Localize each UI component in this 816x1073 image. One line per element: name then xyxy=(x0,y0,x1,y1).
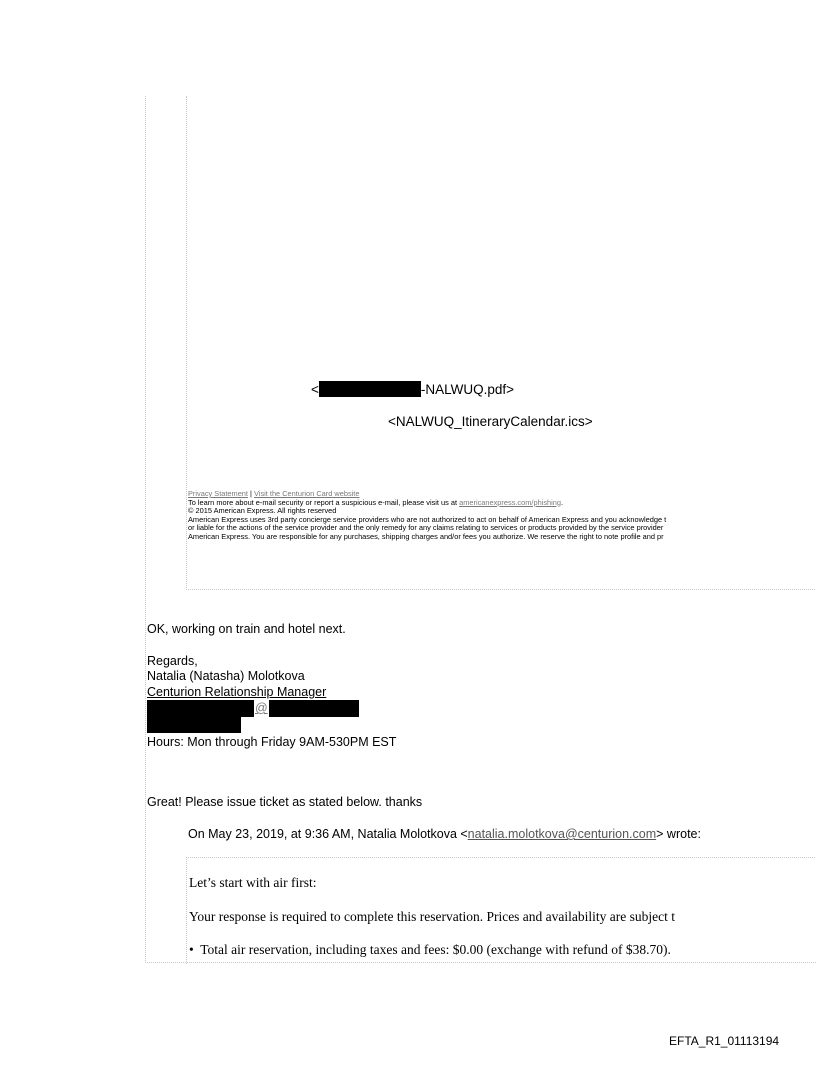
ics-attachment[interactable]: <NALWUQ_ItineraryCalendar.ics> xyxy=(388,414,593,429)
bullet-icon: • xyxy=(189,942,194,957)
pdf-attachment-name: -NALWUQ.pdf> xyxy=(420,382,515,397)
document-id: EFTA_R1_01113194 xyxy=(669,1034,780,1048)
link-separator: | xyxy=(247,489,255,498)
reply-body: OK, working on train and hotel next. xyxy=(147,622,346,636)
privacy-statement-link[interactable]: Privacy Statement xyxy=(188,489,248,498)
copyright-line: © 2015 American Express. All rights reserved xyxy=(188,506,337,516)
security-text: To learn more about e-mail security or report a suspicious e-mail, please visit us at xyxy=(188,497,460,507)
sender-email-link[interactable]: natalia.molotkova@centurion.com xyxy=(467,827,657,841)
quoted-line: Your response is required to complete this reservation. Prices and availability are subject t xyxy=(189,909,675,924)
quote-attribution xyxy=(188,828,701,841)
signature-regards: Regards, xyxy=(147,654,198,668)
pdf-attachment-open-bracket: < xyxy=(311,382,319,397)
disclaimer-line: American Express uses 3rd party concierge service providers who are not authorized to act on behalf of American Express and you acknowledge t xyxy=(188,514,667,524)
redaction-bar xyxy=(147,717,241,733)
quoted-bullet-text: Total air reservation, including taxes and fees: $0.00 (exchange with refund of $38.70). xyxy=(200,942,671,957)
redaction-bar xyxy=(147,700,254,717)
earlier-message-body: Great! Please issue ticket as stated below. thanks xyxy=(147,795,423,809)
legal-footer xyxy=(188,490,666,542)
quote-attribution-prefix: On May 23, 2019, at 9:36 AM, Natalia Molotkova < xyxy=(188,827,468,841)
quoted-line: Let’s start with air first: xyxy=(189,875,317,890)
security-line-period: . xyxy=(560,497,564,507)
signature-title: Centurion Relationship Manager xyxy=(147,685,327,699)
centurion-website-link[interactable]: Visit the Centurion Card website xyxy=(254,489,360,498)
phishing-link[interactable]: americanexpress.com/phishing xyxy=(459,497,561,507)
signature-name: Natalia (Natasha) Molotkova xyxy=(147,669,305,683)
quote-attribution-suffix: > wrote: xyxy=(656,827,701,841)
pdf-attachment[interactable] xyxy=(311,381,514,397)
redaction-bar xyxy=(319,381,421,397)
signature-hours: Hours: Mon through Friday 9AM-530PM EST xyxy=(147,735,397,749)
quoted-bullet-item xyxy=(189,942,671,958)
disclaimer-line: American Express. You are responsible for any purchases, shipping charges and/or fees you authorize. We reserve the right to note profile and pr xyxy=(188,531,664,541)
signature-email-at[interactable]: @ xyxy=(255,701,268,715)
redaction-bar xyxy=(269,700,359,717)
disclaimer-line: or liable for the actions of the service provider and the only remedy for any claims relating to services or products provided by the service provider xyxy=(188,523,664,533)
